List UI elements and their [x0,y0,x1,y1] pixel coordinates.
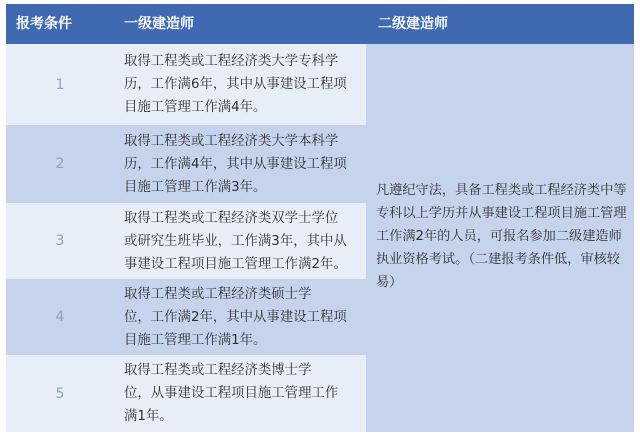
level1-requirement [124,203,360,279]
header-level2: 二级建造师 [378,16,448,32]
level1-requirement [124,44,360,125]
header-conditions: 报考条件 [16,16,72,32]
level1-requirement [124,355,360,432]
row-number: 3 [55,233,65,249]
text-line: 历，工作满6年，其中从事建设工程项 [124,77,347,92]
text-line: 历，工作满4年，其中从事建设工程项 [124,156,347,172]
level2-requirement-cell [366,44,634,432]
level2-requirement: 凡遵纪守法，具备工程类或工程经济类中等专科以上学历并从事建设工程项目施工管理工作满2年的人员，可报名参加二级建造师执业资格考试。（二建报考条件低，审核较易） [376,183,627,290]
text-line: 取得工程类或工程经济类博士学 [124,363,312,378]
table-row [6,125,366,203]
text-line: 取得工程类或工程经济类双学士学位 [124,210,339,226]
table-row [6,279,366,355]
text-line: 事建设工程项目施工管理工作满2年。 [124,256,347,272]
text-line: 目施工管理工作满4年。 [124,100,267,115]
text-line: 取得工程类或工程经济类大学本科学 [124,133,339,149]
text-line: 满1年。 [124,409,173,424]
row-number: 4 [55,309,65,325]
level1-requirement [124,125,360,203]
row-number: 2 [55,156,65,172]
table-header [6,4,634,44]
text-line: 取得工程类或工程经济类硕士学 [124,286,312,302]
row-number: 1 [55,76,65,93]
header-level1: 一级建造师 [124,16,194,32]
text-line: 目施工管理工作满3年。 [124,179,267,195]
table-row [6,355,366,432]
text-line: 位，从事建设工程项目施工管理工作 [124,386,339,401]
text-line: 目施工管理工作满1年。 [124,332,267,348]
comparison-table [6,4,634,432]
table-row [6,44,366,125]
table-row [6,203,366,279]
row-number: 5 [55,385,65,402]
text-line: 取得工程类或工程经济类大学专科学 [124,54,339,69]
text-line: 位，工作满2年，其中从事建设工程项 [124,309,347,325]
level1-requirement [124,279,360,355]
text-line: 或研究生班毕业，工作满3年，其中从 [124,233,347,249]
